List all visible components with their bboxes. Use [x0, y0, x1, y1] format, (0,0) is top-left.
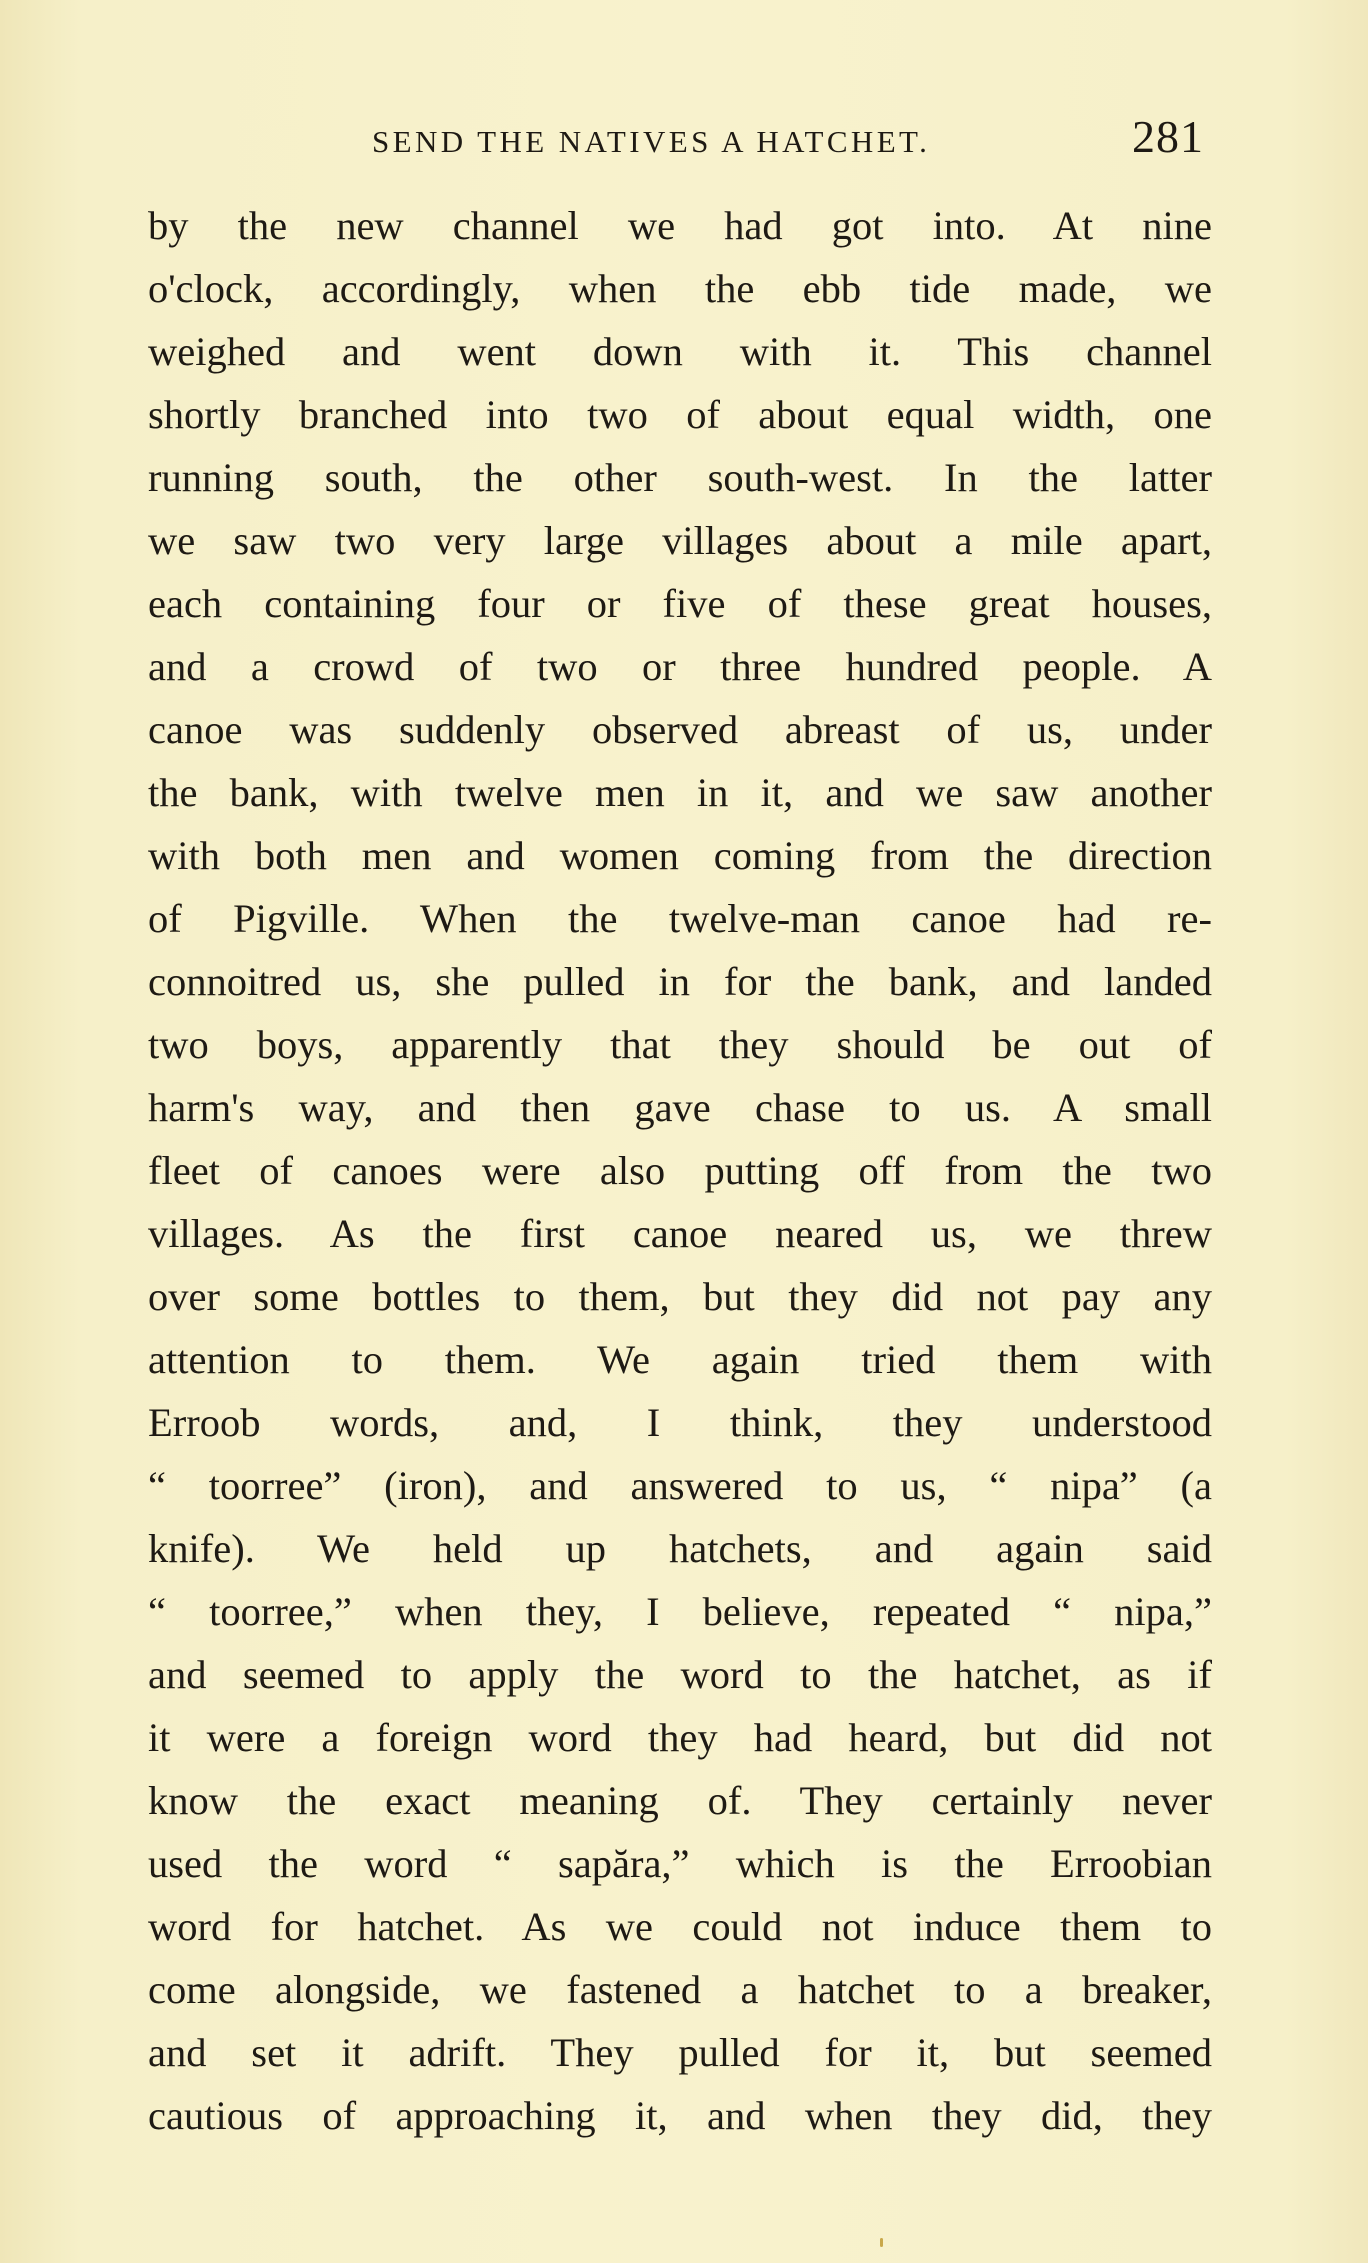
text-line: harm's way, and then gave chase to us. A small	[148, 1085, 1212, 1130]
running-head: SEND THE NATIVES A HATCHET.	[372, 124, 931, 159]
page-number: 281	[1132, 111, 1204, 162]
text-line: running south, the other south-west. In the latter	[148, 455, 1212, 500]
text-line: and a crowd of two or three hundred people. A	[148, 644, 1212, 689]
text-line: and set it adrift. They pulled for it, but seemed	[148, 2030, 1212, 2075]
text-line: Erroob words, and, I think, they understood	[148, 1400, 1212, 1445]
text-line: weighed and went down with it. This channel	[148, 329, 1212, 374]
text-line: “ toorree” (iron), and answered to us, “ nipa” (a	[148, 1463, 1212, 1508]
text-line: know the exact meaning of. They certainly never	[148, 1778, 1212, 1823]
text-line: villages. As the first canoe neared us, we threw	[148, 1211, 1212, 1256]
text-line: cautious of approaching it, and when they did, they	[148, 2093, 1212, 2138]
text-line: fleet of canoes were also putting off from the two	[148, 1148, 1212, 1193]
text-line: with both men and women coming from the direction	[148, 833, 1212, 878]
text-line: shortly branched into two of about equal width, one	[148, 392, 1212, 437]
paper-speck	[880, 2238, 883, 2247]
text-line: and seemed to apply the word to the hatchet, as if	[148, 1652, 1212, 1697]
text-line: used the word “ sapăra,” which is the Erroobian	[148, 1841, 1212, 1886]
text-line: word for hatchet. As we could not induce them to	[148, 1904, 1212, 1949]
text-line: over some bottles to them, but they did not pay any	[148, 1274, 1212, 1319]
text-line: it were a foreign word they had heard, but did not	[148, 1715, 1212, 1760]
text-line: come alongside, we fastened a hatchet to a breaker,	[148, 1967, 1212, 2012]
text-line: two boys, apparently that they should be out of	[148, 1022, 1212, 1067]
text-line: by the new channel we had got into. At nine	[148, 203, 1212, 248]
body-text	[148, 194, 1212, 2147]
text-line: of Pigville. When the twelve-man canoe had re-	[148, 896, 1212, 941]
text-line: connoitred us, she pulled in for the bank, and landed	[148, 959, 1212, 1004]
text-line: o'clock, accordingly, when the ebb tide made, we	[148, 266, 1212, 311]
text-line: each containing four or five of these great houses,	[148, 581, 1212, 626]
text-line: we saw two very large villages about a mile apart,	[148, 518, 1212, 563]
text-line: canoe was suddenly observed abreast of us, under	[148, 707, 1212, 752]
text-line: “ toorree,” when they, I believe, repeated “ nipa,”	[148, 1589, 1212, 1634]
text-line: attention to them. We again tried them with	[148, 1337, 1212, 1382]
page-header	[148, 108, 1212, 168]
text-line: the bank, with twelve men in it, and we saw another	[148, 770, 1212, 815]
text-line: knife). We held up hatchets, and again said	[148, 1526, 1212, 1571]
